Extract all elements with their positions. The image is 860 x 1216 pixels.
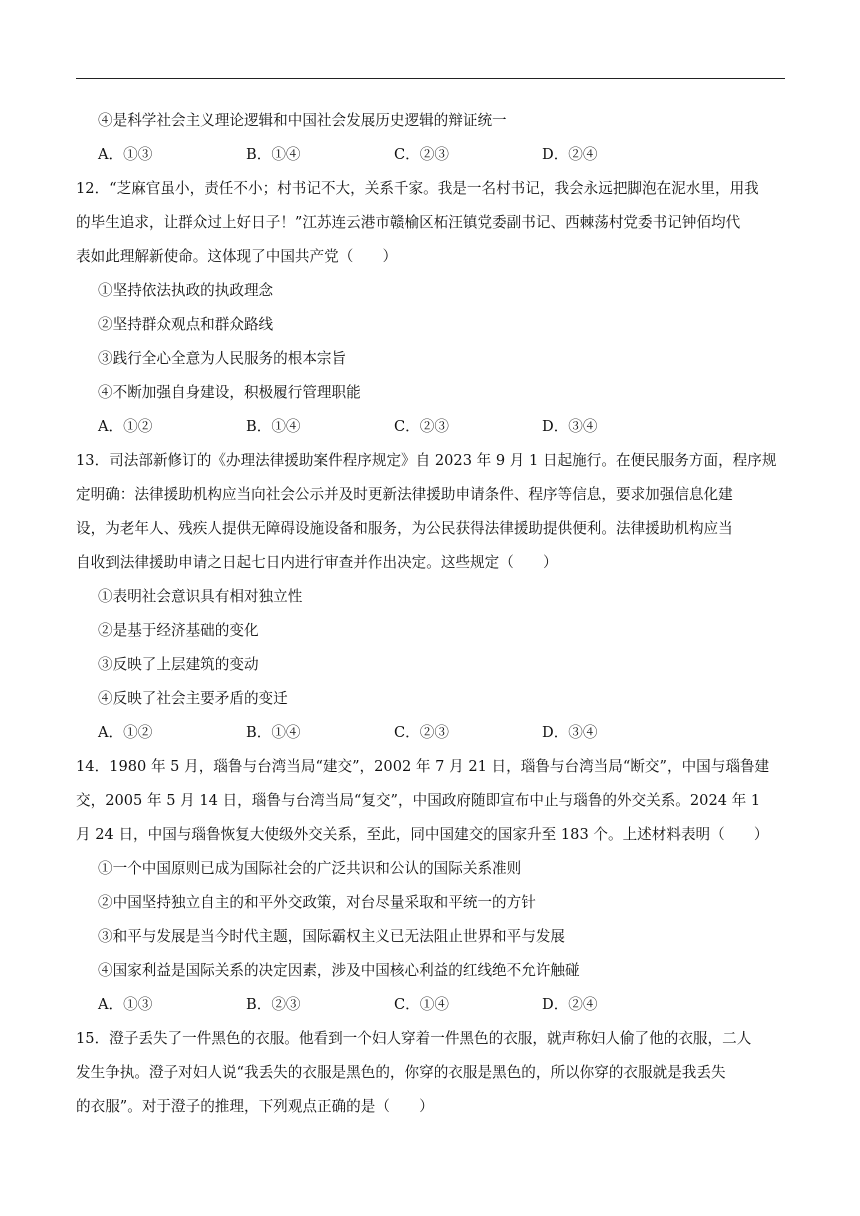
header-rule — [76, 78, 785, 79]
q11-choice-b: B．①④ — [246, 146, 301, 163]
q15-stem-line-2: 发生争执。澄子对妇人说“我丢失的衣服是黑色的，你穿的衣服是黑色的，所以你穿的衣服就是我丢失 — [76, 1064, 726, 1081]
q13-stem-line-4: 自收到法律援助申请之日起七日内进行审查并作出决定。这些规定（ ） — [76, 554, 558, 571]
q14-option-2: ②中国坚持独立自主的和平外交政策，对台尽量采取和平统一的方针 — [98, 894, 536, 911]
q13-option-2: ②是基于经济基础的变化 — [98, 622, 259, 639]
q12-choice-c: C．②③ — [394, 418, 449, 435]
q13-choice-c: C．②③ — [394, 724, 449, 741]
q12-choice-d: D．③④ — [542, 418, 598, 435]
q14-choice-c: C．①④ — [394, 996, 449, 1013]
q12-stem-line-3: 表如此理解新使命。这体现了中国共产党（ ） — [76, 248, 398, 265]
q14-option-1: ①一个中国原则已成为国际社会的广泛共识和公认的国际关系准则 — [98, 860, 522, 877]
q11-choices — [76, 138, 785, 172]
q14-stem-line-3: 月 24 日，中国与瑙鲁恢复大使级外交关系，至此，同中国建交的国家升至 183 个。上述材料表明（ ） — [76, 826, 769, 843]
q11-choice-c: C．②③ — [394, 146, 449, 163]
q14-stem-line-1: 14．1980 年 5 月，瑙鲁与台湾当局“建交”，2002 年 7 月 21 日，瑙鲁与台湾当局“断交”，中国与瑙鲁建 — [76, 758, 770, 775]
q13-choice-b: B．①④ — [246, 724, 301, 741]
q12-option-4: ④不断加强自身建设，积极履行管理职能 — [98, 384, 361, 401]
q14-stem-line-2: 交，2005 年 5 月 14 日，瑙鲁与台湾当局“复交”，中国政府随即宣布中止与瑙鲁的外交关系。2024 年 1 — [76, 792, 761, 809]
q13-stem-line-2: 定明确：法律援助机构应当向社会公示并及时更新法律援助申请条件、程序等信息，要求加强信息化建 — [76, 486, 733, 503]
q12-option-3: ③践行全心全意为人民服务的根本宗旨 — [98, 350, 347, 367]
q13-option-1: ①表明社会意识具有相对独立性 — [98, 588, 303, 605]
q14-choice-a: A．①③ — [98, 996, 153, 1013]
q13-option-4: ④反映了社会主要矛盾的变迁 — [98, 690, 288, 707]
q11-choice-d: D．②④ — [542, 146, 598, 163]
q12-stem-line-2: 的毕生追求，让群众过上好日子！”江苏连云港市赣榆区柘汪镇党委副书记、西棘荡村党委书记钟佰均代 — [76, 214, 741, 231]
q12-choices — [76, 410, 785, 444]
q13-stem-line-1: 13．司法部新修订的《办理法律援助案件程序规定》自 2023 年 9 月 1 日起施行。在便民服务方面，程序规 — [76, 452, 777, 469]
q13-choice-d: D．③④ — [542, 724, 598, 741]
q14-option-4: ④国家利益是国际关系的决定因素，涉及中国核心利益的红线绝不允许触碰 — [98, 962, 580, 979]
q12-option-1: ①坚持依法执政的执政理念 — [98, 282, 274, 299]
q12-choice-a: A．①② — [98, 418, 153, 435]
q12-choice-b: B．①④ — [246, 418, 301, 435]
q14-choice-d: D．②④ — [542, 996, 598, 1013]
q13-choices — [76, 716, 785, 750]
q15-stem-line-3: 的衣服”。对于澄子的推理，下列观点正确的是（ ） — [76, 1098, 434, 1115]
q11-choice-a: A．①③ — [98, 146, 153, 163]
q14-choices — [76, 988, 785, 1022]
q15-stem-line-1: 15．澄子丢失了一件黑色的衣服。他看到一个妇人穿着一件黑色的衣服，就声称妇人偷了他的衣服，二人 — [76, 1030, 752, 1047]
q13-option-3: ③反映了上层建筑的变动 — [98, 656, 259, 673]
q11-option-4: ④是科学社会主义理论逻辑和中国社会发展历史逻辑的辩证统一 — [98, 112, 507, 129]
q14-option-3: ③和平与发展是当今时代主题，国际霸权主义已无法阻止世界和平与发展 — [98, 928, 566, 945]
exam-page — [76, 104, 785, 1124]
q13-choice-a: A．①② — [98, 724, 153, 741]
q12-stem-line-1: 12．“芝麻官虽小，责任不小；村书记不大，关系千家。我是一名村书记，我会永远把脚泡在泥水里，用我 — [76, 180, 759, 197]
q12-option-2: ②坚持群众观点和群众路线 — [98, 316, 274, 333]
q13-stem-line-3: 设，为老年人、残疾人提供无障碍设施设备和服务，为公民获得法律援助提供便利。法律援助机构应当 — [76, 520, 733, 537]
q14-choice-b: B．②③ — [246, 996, 301, 1013]
